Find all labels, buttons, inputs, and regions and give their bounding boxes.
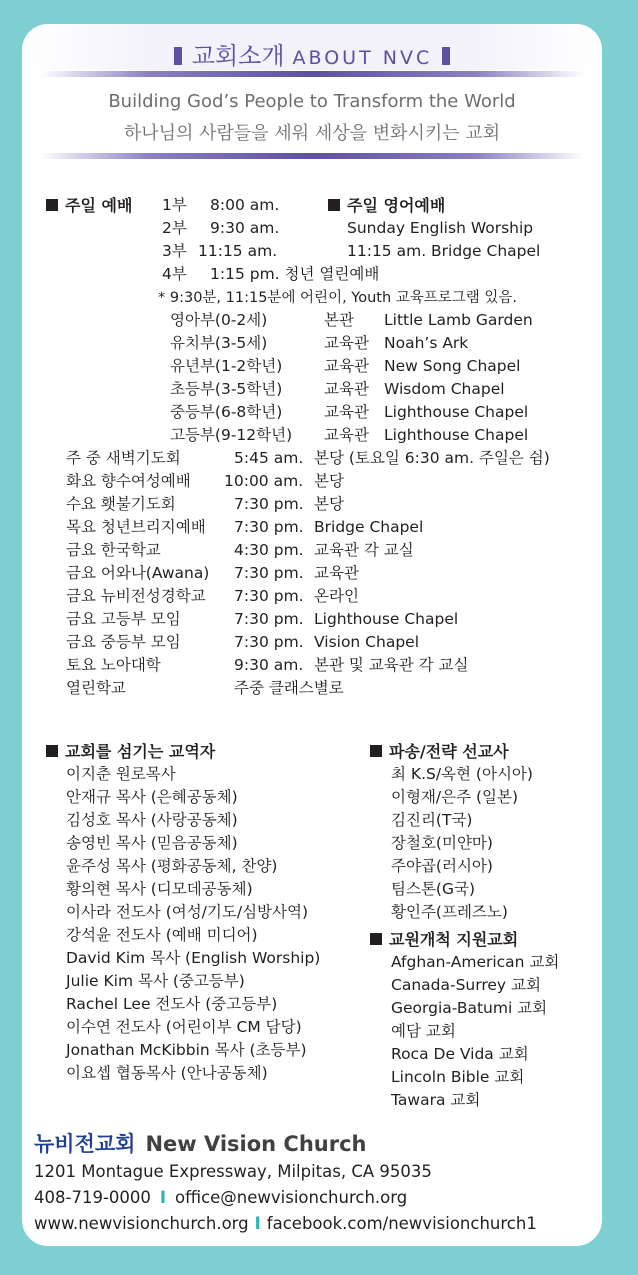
staff-item: 이수연 전도사 (어린이부 CM 담당) <box>66 1018 302 1036</box>
program-building: 교육관 <box>324 380 369 398</box>
program-dept: 영아부(0-2세) <box>170 311 268 329</box>
staff-item: 윤주성 목사 (평화공동체, 찬양) <box>66 857 278 875</box>
service-label: 2부 <box>162 219 187 237</box>
weekly-place: Lighthouse Chapel <box>314 610 459 628</box>
service-time: 9:30 am. <box>210 219 280 237</box>
motto-korean: 하나님의 사람들을 세워 세상을 변화시키는 교회 <box>123 123 501 144</box>
weekly-name: 목요 청년브리지예배 <box>66 518 206 536</box>
bullet-square <box>46 745 58 757</box>
churches-heading: 교원개척 지원교회 <box>370 928 518 951</box>
weekly-time: 9:30 am. <box>234 656 304 674</box>
staff-item: 안재규 목사 (은혜공동체) <box>66 788 238 806</box>
weekly-time: 4:30 pm. <box>234 541 304 559</box>
program-note: * 9:30분, 11:15분에 어린이, Youth 교육프로그램 있음. <box>158 290 518 306</box>
phone-number[interactable]: 408-719-0000 <box>34 1188 151 1207</box>
service-time: 1:15 pm. 청년 열린예배 <box>210 265 380 283</box>
service-label: 4부 <box>162 265 187 283</box>
program-room: Noah’s Ark <box>384 334 469 352</box>
weekly-place: 본당 <box>314 472 344 490</box>
email-link[interactable]: office@newvisionchurch.org <box>175 1188 408 1207</box>
weekly-time: 10:00 am. <box>224 472 304 490</box>
program-building: 본관 <box>324 311 354 329</box>
english-worship-detail: 11:15 am. Bridge Chapel <box>347 242 541 260</box>
weekly-name: 금요 어와나(Awana) <box>66 564 210 582</box>
missionary-item: 김진리(T국) <box>391 811 473 829</box>
staff-heading: 교회를 섬기는 교역자 <box>46 740 215 763</box>
weekly-name: 금요 한국학교 <box>66 541 161 559</box>
church-item: 예담 교회 <box>391 1022 456 1040</box>
title-korean: 교회소개 <box>191 42 285 70</box>
program-building: 교육관 <box>324 426 369 444</box>
missionary-item: 최 K.S/옥현 (아시아) <box>391 765 533 783</box>
weekly-name: 토요 노아대학 <box>66 656 161 674</box>
staff-item: 이지춘 원로목사 <box>66 765 176 783</box>
staff-item: 이사라 전도사 (여성/기도/심방사역) <box>66 903 309 921</box>
service-time: 8:00 am. <box>210 196 280 214</box>
church-item: Canada-Surrey 교회 <box>391 976 541 994</box>
missionary-item: 황인주(프레즈노) <box>391 903 508 921</box>
missionary-item: 주야곱(러시아) <box>391 857 493 875</box>
weekly-name: 수요 횃불기도회 <box>66 495 176 513</box>
staff-item: Jonathan McKibbin 목사 (초등부) <box>66 1041 307 1059</box>
facebook-link[interactable]: facebook.com/newvisionchurch1 <box>266 1214 537 1233</box>
church-name-english: New Vision Church <box>145 1132 367 1156</box>
program-room: New Song Chapel <box>384 357 521 375</box>
top-divider <box>40 71 584 77</box>
page-title <box>22 36 602 76</box>
separator: I <box>254 1214 261 1233</box>
staff-item: 강석윤 전도사 (예배 미디어) <box>66 926 258 944</box>
bullet-square <box>370 933 382 945</box>
web-line <box>34 1211 537 1237</box>
separator: I <box>159 1188 167 1207</box>
english-worship-heading: 주일 영어예배 <box>328 194 445 217</box>
weekly-place: 본당 (토요일 6:30 am. 주일은 쉼) <box>314 449 550 467</box>
weekly-place: 본당 <box>314 495 344 513</box>
missionary-item: 장철호(미얀마) <box>391 834 493 852</box>
missionaries-heading: 파송/전략 선교사 <box>370 740 509 763</box>
staff-item: David Kim 목사 (English Worship) <box>66 949 321 967</box>
service-label: 3부 <box>162 242 187 260</box>
missionary-item: 이형재/은주 (일본) <box>391 788 519 806</box>
church-address: 1201 Montague Expressway, Milpitas, CA 95035 <box>34 1162 432 1181</box>
weekly-time: 5:45 am. <box>234 449 304 467</box>
program-dept: 중등부(6-8학년) <box>170 403 283 421</box>
staff-item: Rachel Lee 전도사 (중고등부) <box>66 995 278 1013</box>
weekly-place: 온라인 <box>314 587 359 605</box>
weekly-place: 본관 및 교육관 각 교실 <box>314 656 469 674</box>
program-room: Little Lamb Garden <box>384 311 533 329</box>
weekly-time: 7:30 pm. <box>234 610 304 628</box>
weekly-name: 금요 뉴비전성경학교 <box>66 587 206 605</box>
church-item: Lincoln Bible 교회 <box>391 1068 525 1086</box>
weekly-time: 주중 클래스별로 <box>234 679 344 697</box>
bullet-square <box>370 745 382 757</box>
program-dept: 고등부(9-12학년) <box>170 426 293 444</box>
program-dept: 초등부(3-5학년) <box>170 380 283 398</box>
church-name-korean: 뉴비전교회 <box>34 1132 136 1156</box>
weekly-name: 주 중 새벽기도회 <box>66 449 181 467</box>
staff-list <box>66 763 320 1085</box>
motto-english: Building God’s People to Transform the World <box>108 91 516 112</box>
program-building: 교육관 <box>324 334 369 352</box>
churches-list <box>391 951 559 1112</box>
staff-item: 황의현 목사 (디모데공동체) <box>66 880 253 898</box>
program-room: Wisdom Chapel <box>384 380 505 398</box>
info-card <box>22 24 602 1246</box>
staff-item: 송영빈 목사 (믿음공동체) <box>66 834 238 852</box>
missionary-item: 팀스톤(G국) <box>391 880 475 898</box>
program-room: Lighthouse Chapel <box>384 426 529 444</box>
bottom-divider <box>40 153 584 159</box>
title-bar-right <box>442 47 450 65</box>
staff-item: Julie Kim 목사 (중고등부) <box>66 972 245 990</box>
service-label: 1부 <box>162 196 187 214</box>
contact-line <box>34 1185 407 1211</box>
church-item: Tawara 교회 <box>391 1091 481 1109</box>
weekly-time: 7:30 pm. <box>234 587 304 605</box>
program-dept: 유년부(1-2학년) <box>170 357 283 375</box>
bullet-square <box>46 199 58 211</box>
program-building: 교육관 <box>324 403 369 421</box>
weekly-place: Vision Chapel <box>314 633 420 651</box>
weekly-name: 열린학교 <box>66 679 126 697</box>
church-item: Afghan-American 교회 <box>391 953 560 971</box>
church-item: Roca De Vida 교회 <box>391 1045 529 1063</box>
weekly-time: 7:30 pm. <box>234 564 304 582</box>
church-name <box>34 1128 367 1158</box>
weekly-place: 교육관 각 교실 <box>314 541 414 559</box>
service-time: 11:15 am. <box>198 242 278 260</box>
weekly-time: 7:30 pm. <box>234 518 304 536</box>
staff-item: 이요셉 협동목사 (안나공동체) <box>66 1064 268 1082</box>
title-english: ABOUT NVC <box>292 47 433 69</box>
sunday-worship-heading: 주일 예배 <box>46 194 132 217</box>
church-item: Georgia-Batumi 교회 <box>391 999 548 1017</box>
program-building: 교육관 <box>324 357 369 375</box>
english-worship-name: Sunday English Worship <box>347 219 534 237</box>
weekly-name: 금요 중등부 모임 <box>66 633 181 651</box>
weekly-place: Bridge Chapel <box>314 518 424 536</box>
website-link[interactable]: www.newvisionchurch.org <box>34 1214 249 1233</box>
weekly-place: 교육관 <box>314 564 359 582</box>
weekly-time: 7:30 pm. <box>234 495 304 513</box>
weekly-name: 금요 고등부 모임 <box>66 610 181 628</box>
program-room: Lighthouse Chapel <box>384 403 529 421</box>
missionaries-list <box>391 763 533 924</box>
title-bar-left <box>174 47 182 65</box>
weekly-time: 7:30 pm. <box>234 633 304 651</box>
staff-item: 김성호 목사 (사랑공동체) <box>66 811 238 829</box>
bullet-square <box>328 199 340 211</box>
weekly-name: 화요 향수여성예배 <box>66 472 191 490</box>
program-dept: 유치부(3-5세) <box>170 334 268 352</box>
